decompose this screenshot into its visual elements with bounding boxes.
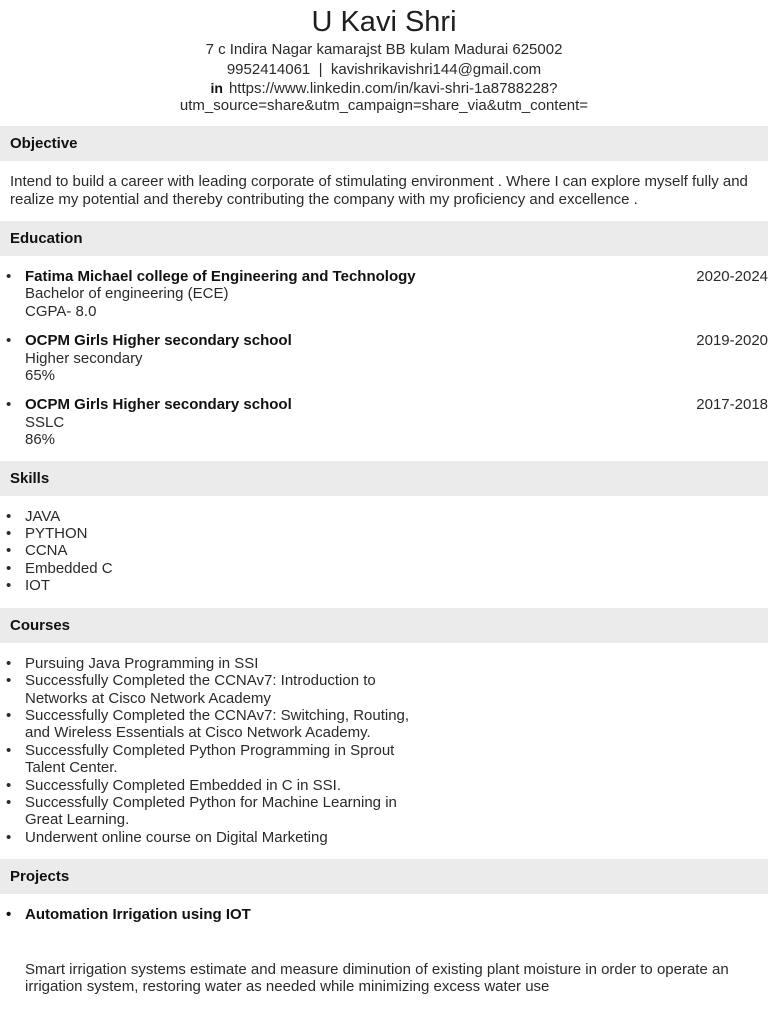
education-item [0, 396, 768, 448]
course-item: • Successfully Completed the CCNAv7: Switching, Routing, and Wireless Essentials at Cisco Network Academy. [0, 707, 415, 742]
education-item [0, 268, 768, 320]
objective-text: Intend to build a career with leading corporate of stimulating environment . Where I can explore myself fully and realize my potential and thereby contributing the company with my proficiency and excellence . [10, 173, 748, 208]
candidate-name: U Kavi Shri [311, 6, 457, 38]
linkedin-row[interactable] [0, 80, 768, 97]
course-item: • Successfully Completed Embedded in C in SSI. [0, 777, 415, 794]
education-years: 2019-2020 [696, 332, 768, 350]
education-institution: • Fatima Michael college of Engineering and Technology [25, 268, 416, 285]
skill-item: • CCNA [0, 542, 768, 559]
education-score: 86% [25, 431, 56, 449]
projects-list [0, 894, 768, 923]
email-address[interactable]: kavishrikavishri144@gmail.com [330, 61, 542, 78]
contact-row [0, 60, 768, 80]
skill-item: • Embedded C [0, 560, 768, 577]
course-item: • Pursuing Java Programming in SSI [0, 655, 415, 672]
skills-list [0, 496, 768, 608]
phone-number: 9952414061 [226, 61, 311, 78]
section-header-skills: Skills [0, 461, 768, 496]
section-header-education: Education [0, 221, 768, 256]
linkedin-url-part2[interactable]: utm_source=share&utm_campaign=share_via&utm_content= [179, 97, 589, 114]
skill-item: • IOT [0, 577, 768, 594]
resume-header [0, 0, 768, 114]
education-degree: SSLC [25, 413, 65, 431]
linkedin-icon: in [210, 80, 223, 96]
skill-item: • PYTHON [0, 525, 768, 542]
course-item: • Successfully Completed Python for Machine Learning in Great Learning. [0, 794, 415, 829]
project-title: • Automation Irrigation using IOT [0, 906, 768, 923]
contact-separator: | [318, 61, 323, 78]
course-item: • Underwent online course on Digital Marketing [0, 829, 415, 846]
course-item: • Successfully Completed Python Programming in Sprout Talent Center. [0, 742, 415, 777]
section-header-projects: Projects [0, 859, 768, 894]
skill-item: • JAVA [0, 508, 768, 525]
section-header-courses: Courses [0, 608, 768, 643]
linkedin-url-part1[interactable]: https://www.linkedin.com/in/kavi-shri-1a8788228? [228, 80, 558, 97]
education-item [0, 332, 768, 384]
course-item: • Successfully Completed the CCNAv7: Introduction to Networks at Cisco Network Academy [0, 672, 415, 707]
address: 7 c Indira Nagar kamarajst BB kulam Madurai 625002 [205, 41, 563, 58]
courses-list [0, 643, 768, 859]
education-score: CGPA- 8.0 [25, 302, 97, 320]
education-degree: Bachelor of engineering (ECE) [25, 285, 229, 303]
project-description: Smart irrigation systems estimate and measure diminution of existing plant moisture in order to operate an irrigation system, restoring water as needed while minimizing excess water use [25, 960, 729, 995]
education-institution: • OCPM Girls Higher secondary school [25, 396, 292, 414]
education-list [0, 256, 768, 461]
education-institution: • OCPM Girls Higher secondary school [25, 332, 292, 350]
section-header-objective: Objective [0, 126, 768, 161]
education-years: 2020-2024 [696, 268, 768, 285]
education-score: 65% [25, 367, 56, 385]
education-years: 2017-2018 [696, 396, 768, 414]
education-degree: Higher secondary [25, 349, 143, 367]
